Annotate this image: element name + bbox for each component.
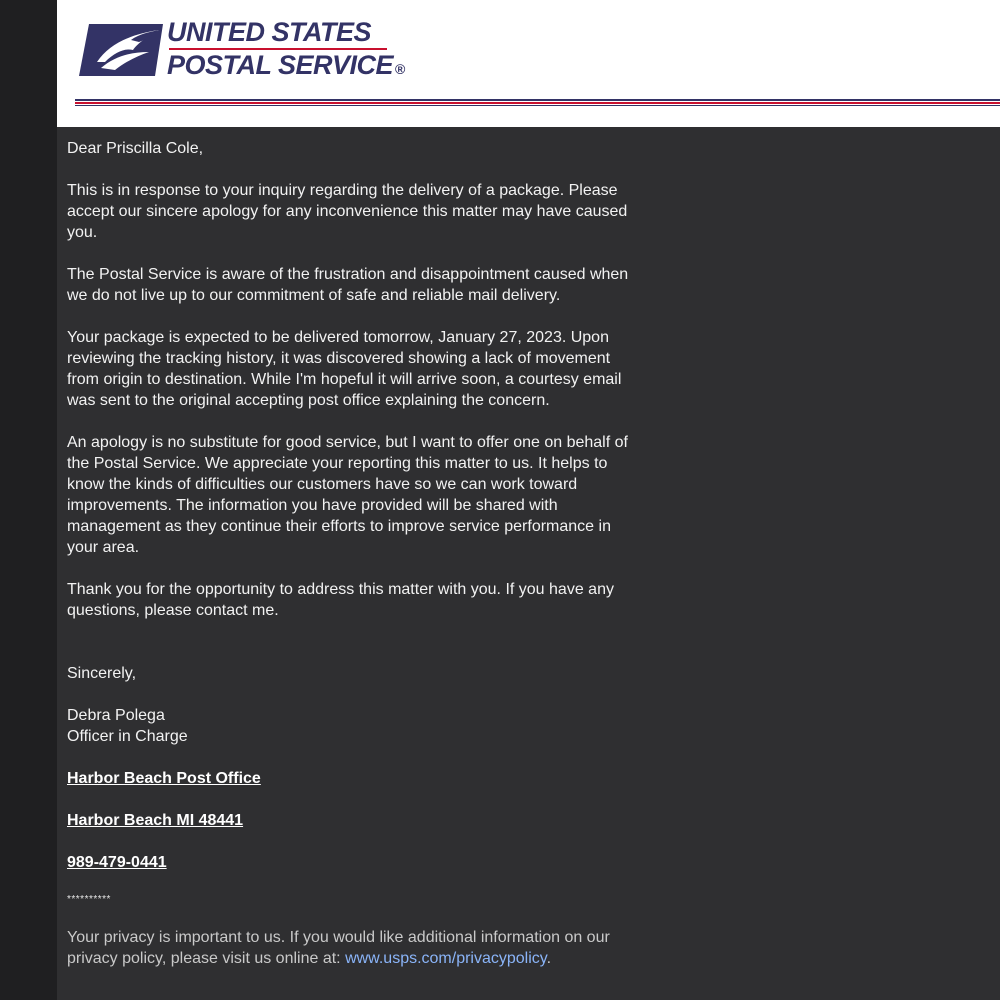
header-rule-blue-thin <box>75 105 1000 106</box>
left-margin-strip <box>0 0 57 1000</box>
usps-header <box>57 0 1000 127</box>
letter-body <box>67 138 637 990</box>
office-name: Harbor Beach Post Office <box>67 770 261 787</box>
office-city: Harbor Beach MI 48441 <box>67 812 244 829</box>
letter-paragraph: The Postal Service is aware of the frustration and disappointment caused when we do not live up to our commitment of safe and reliable mail delivery. <box>67 266 629 304</box>
privacy-text: Your privacy is important to us. If you would like additional information on our privacy policy, please visit us online at: <box>67 929 610 967</box>
signature-block <box>67 705 637 747</box>
registered-mark: ® <box>395 61 405 77</box>
usps-logo-text-line2 <box>167 51 405 83</box>
letter-spacer <box>67 642 637 663</box>
separator-stars: ********** <box>67 894 111 905</box>
signer-name: Debra Polega <box>67 707 165 724</box>
header-rule-blue <box>75 99 1000 101</box>
privacy-policy-link[interactable]: www.usps.com/privacypolicy <box>345 950 547 967</box>
letter-paragraph: Thank you for the opportunity to address this matter with you. If you have any questions, please contact me. <box>67 581 614 619</box>
header-rule-red <box>75 102 1000 104</box>
privacy-period: . <box>546 950 552 967</box>
usps-logo-line2-text: POSTAL SERVICE <box>167 50 394 80</box>
letter-greeting: Dear Priscilla Cole, <box>67 140 204 157</box>
letter-paragraph: This is in response to your inquiry regarding the delivery of a package. Please accept our sincere apology for any inconvenience this matter may have caused you. <box>67 182 628 241</box>
usps-logo-text-line1: UNITED STATES <box>167 17 372 47</box>
letter-paragraph: Your package is expected to be delivered tomorrow, January 27, 2023. Upon reviewing the tracking history, it was discovered showing a lack of movement from origin to destination. While I'm hopeful it will arrive soon, a courtesy email was sent to the original accepting post office explaining the concern. <box>67 329 622 409</box>
letter-closing: Sincerely, <box>67 665 137 682</box>
letter-paragraph: An apology is no substitute for good service, but I want to offer one on behalf of the Postal Service. We appreciate your reporting this matter to us. It helps to know the kinds of difficulties our customers have so we can work toward improvements. The information you have provided will be shared with management as they continue their efforts to improve service performance in your area. <box>67 434 628 556</box>
signer-title: Officer in Charge <box>67 728 188 745</box>
office-phone: 989-479-0441 <box>67 854 167 871</box>
usps-eagle-logo-icon <box>79 22 163 78</box>
privacy-notice <box>67 927 637 969</box>
